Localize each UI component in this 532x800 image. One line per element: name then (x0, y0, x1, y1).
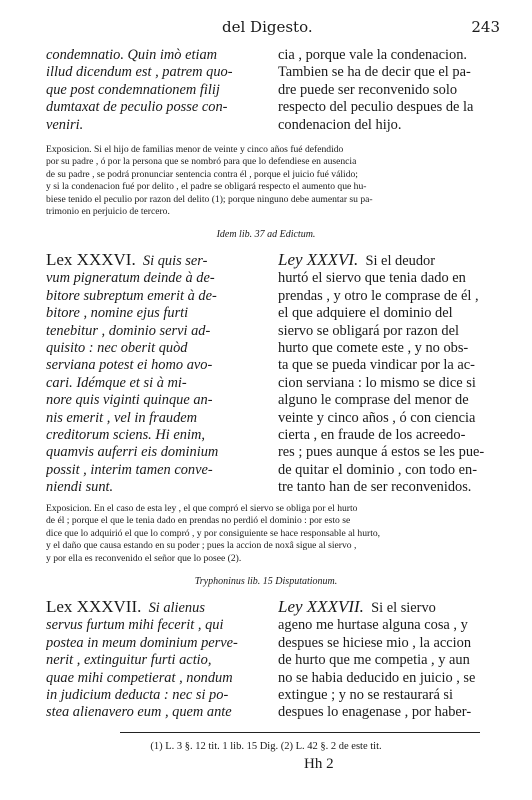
text-line: de quitar el dominio , con todo en- (278, 461, 478, 478)
latin-column-3: Lex XXXVII. Si alienus servus furtum mihi fecerit , qui postea in meum dominium perve- nerit , extinguitur furti actio, quae mihi competierat , nondum in judicium deducta : nec si po- stea alienavero eum , quem ante (46, 598, 264, 722)
text-line: cari. Idémque et si à mi- (46, 374, 187, 391)
text-line: dre puede ser reconvenido solo (278, 81, 458, 98)
text-line: cia , porque vale la condenacion. (278, 47, 467, 63)
note-line: por su padre , ó por la persona que se nombró para que lo defendiese en ausencia (46, 156, 357, 168)
text-line: ta que se pueda vindicar por la ac- (278, 357, 475, 374)
text-line: veniri. (46, 116, 84, 133)
text-line: condenacion del hijo. (278, 116, 402, 133)
text-line: possit , interim tamen conve- (46, 461, 213, 478)
text-line: quae mihi competierat , nondum (46, 669, 233, 686)
text-line: illud dicendum est , patrem quo- (46, 64, 233, 81)
text-line: stea alienavero eum , quem ante (46, 704, 232, 721)
text-line: el que adquiere el dominio del (278, 305, 453, 322)
note-line: dice que lo adquirió el que lo compró , y por consiguiente se hace responsable al hurto, (46, 527, 381, 539)
signature-mark: Hh 2 (304, 756, 334, 772)
latin-column-1 (46, 47, 264, 134)
note-line: y el daño que causa estando en su poder ; pues la accion de noxâ sigue al siervo , (46, 540, 357, 552)
text-line: respecto del peculio despues de la (278, 99, 474, 116)
text-line: tre tanto han de ser reconvenidos. (278, 479, 472, 496)
text-line: vum pigneratum deinde à de- (46, 270, 215, 287)
text-line: servus furtum mihi fecerit , qui (46, 617, 224, 634)
note-line: biese tenido el peculio por razon del delito (1); porque ninguno debe aumentar su pa- (46, 193, 373, 205)
text-line: serviana potest ei homo avo- (46, 357, 213, 374)
text-line: cion serviana : lo mismo se dice si (278, 374, 476, 391)
text-line: bitore subreptum emerit à de- (46, 287, 217, 304)
footnotes: (1) L. 3 §. 12 tit. 1 lib. 15 Dig. (2) L. 42 §. 2 de este tit. (150, 741, 382, 752)
text-line: hurto que comete este , y no obs- (278, 340, 469, 357)
spanish-column-3: Ley XXXVII. Si el siervo ageno me hurtase alguna cosa , y despues se hiciese mio , la accion de hurto que me competia , y aun no se habia deducido en juicio , se extingue ; y no se restaurará si despues lo enagenase , por haber- (278, 598, 508, 722)
lex-heading: Lex XXXVI. (46, 251, 136, 269)
running-header (0, 18, 532, 38)
latin-column-2: Lex XXXVI. Si quis ser- vum pigneratum deinde à de- bitore subreptum emerit à de- bitore , nomine ejus furti tenebitur , dominio servi ad- quisito : nec oberit quòd serviana potest ei homo avo- cari. Idémque et si à mi- nore quis viginti quinque an- nis emerit , vel in fraudem creditorum sciens. Hi enim, quamvis auferri eis dominium possit , interim tamen conve- niendi sunt. (46, 251, 264, 497)
note-line: Exposicion. Si el hijo de familias menor de veinte y cinco años fué defendido (46, 144, 344, 155)
text-line: in judicium deducta : nec si po- (46, 687, 229, 704)
text-line: que post condemnationem filij (46, 81, 220, 98)
text-line: no se habia deducido en juicio , se (278, 669, 476, 686)
note-line: y por ella es reconvenido el señor que lo posee (2). (46, 552, 242, 564)
exposicion-note-1 (46, 144, 506, 218)
text-line: hurtó el siervo que tenia dado en (278, 270, 466, 287)
text-line: de hurto que me competia , y aun (278, 652, 470, 669)
text-line: nerit , extinguitur furti actio, (46, 652, 212, 669)
note-line: de su padre , se podrá pronunciar sentencia contra él , porque el juicio fué válido; (46, 168, 358, 180)
spanish-column-2: Ley XXXVI. Si el deudor hurtó el siervo que tenia dado en prendas , y otro le comprase de él , el que adquiere el dominio del siervo se obligará por razon del hurto que comete este , y no obs- ta que se pueda vindicar por la ac- cion serviana : lo mismo se dice si alguno le comprase del menor de veinte y cinco años , ó con ciencia cierta , en fraude de los acreedo- res ; pues aunque á estos se les pue- de quitar el dominio , con todo en- tre tanto han de ser reconvenidos. (278, 251, 508, 497)
note-line: y si la condenacion fué por delito , el padre se obligará respecto el aumento que hu- (46, 181, 367, 193)
note-line: de él ; porque el que le tenia dado en prendas no perdió el dominio : por esto se (46, 515, 351, 527)
text-line: niendi sunt. (46, 479, 114, 496)
text-line: despues se hiciese mio , la accion (278, 634, 472, 651)
text-line: creditorum sciens. Hi enim, (46, 427, 205, 444)
text-line: veinte y cinco años , ó con ciencia (278, 409, 476, 426)
text-line: dumtaxat de peculio posse con- (46, 99, 228, 116)
source-citation-1: Idem lib. 37 ad Edictum. (216, 229, 316, 240)
text-line: condemnatio. Quin imò etiam (46, 47, 218, 63)
text-line: res ; pues aunque á estos se les pue- (278, 444, 485, 461)
page-number: 243 (471, 18, 500, 36)
text-line: prendas , y otro le comprase de él , (278, 287, 479, 304)
footnote-rule (120, 732, 480, 733)
text-line: siervo se obligará por razon del (278, 322, 460, 339)
text-line: ageno me hurtase alguna cosa , y (278, 617, 468, 634)
text-line: alguno le comprase del menor de (278, 392, 469, 409)
text-line: extingue ; y no se restaurará si (278, 687, 454, 704)
note-line: trimonio en perjuicio de tercero. (46, 206, 170, 218)
running-title: del Digesto. (222, 18, 313, 36)
ley-heading: Ley XXXVII. (278, 598, 364, 616)
text-line: cierta , en fraude de los acreedo- (278, 427, 466, 444)
source-citation-2: Tryphoninus lib. 15 Disputationum. (194, 576, 338, 587)
text-line: bitore , nomine ejus furti (46, 305, 189, 322)
text-line: nore quis viginti quinque an- (46, 392, 213, 409)
text-line: tenebitur , dominio servi ad- (46, 322, 211, 339)
lex-heading: Lex XXXVII. (46, 598, 142, 616)
text-line: quamvis auferri eis dominium (46, 444, 219, 461)
spanish-column-1 (278, 47, 508, 134)
text-line: quisito : nec oberit quòd (46, 340, 188, 357)
text-line: Tambien se ha de decir que el pa- (278, 64, 471, 81)
note-line: Exposicion. En el caso de esta ley , el que compró el siervo se obliga por el hurto (46, 503, 358, 514)
ley-heading: Ley XXXVI. (278, 251, 359, 269)
text-line: despues lo enagenase , por haber- (278, 704, 472, 721)
exposicion-note-2 (46, 503, 506, 565)
text-line: nis emerit , vel in fraudem (46, 409, 198, 426)
text-line: postea in meum dominium perve- (46, 634, 238, 651)
